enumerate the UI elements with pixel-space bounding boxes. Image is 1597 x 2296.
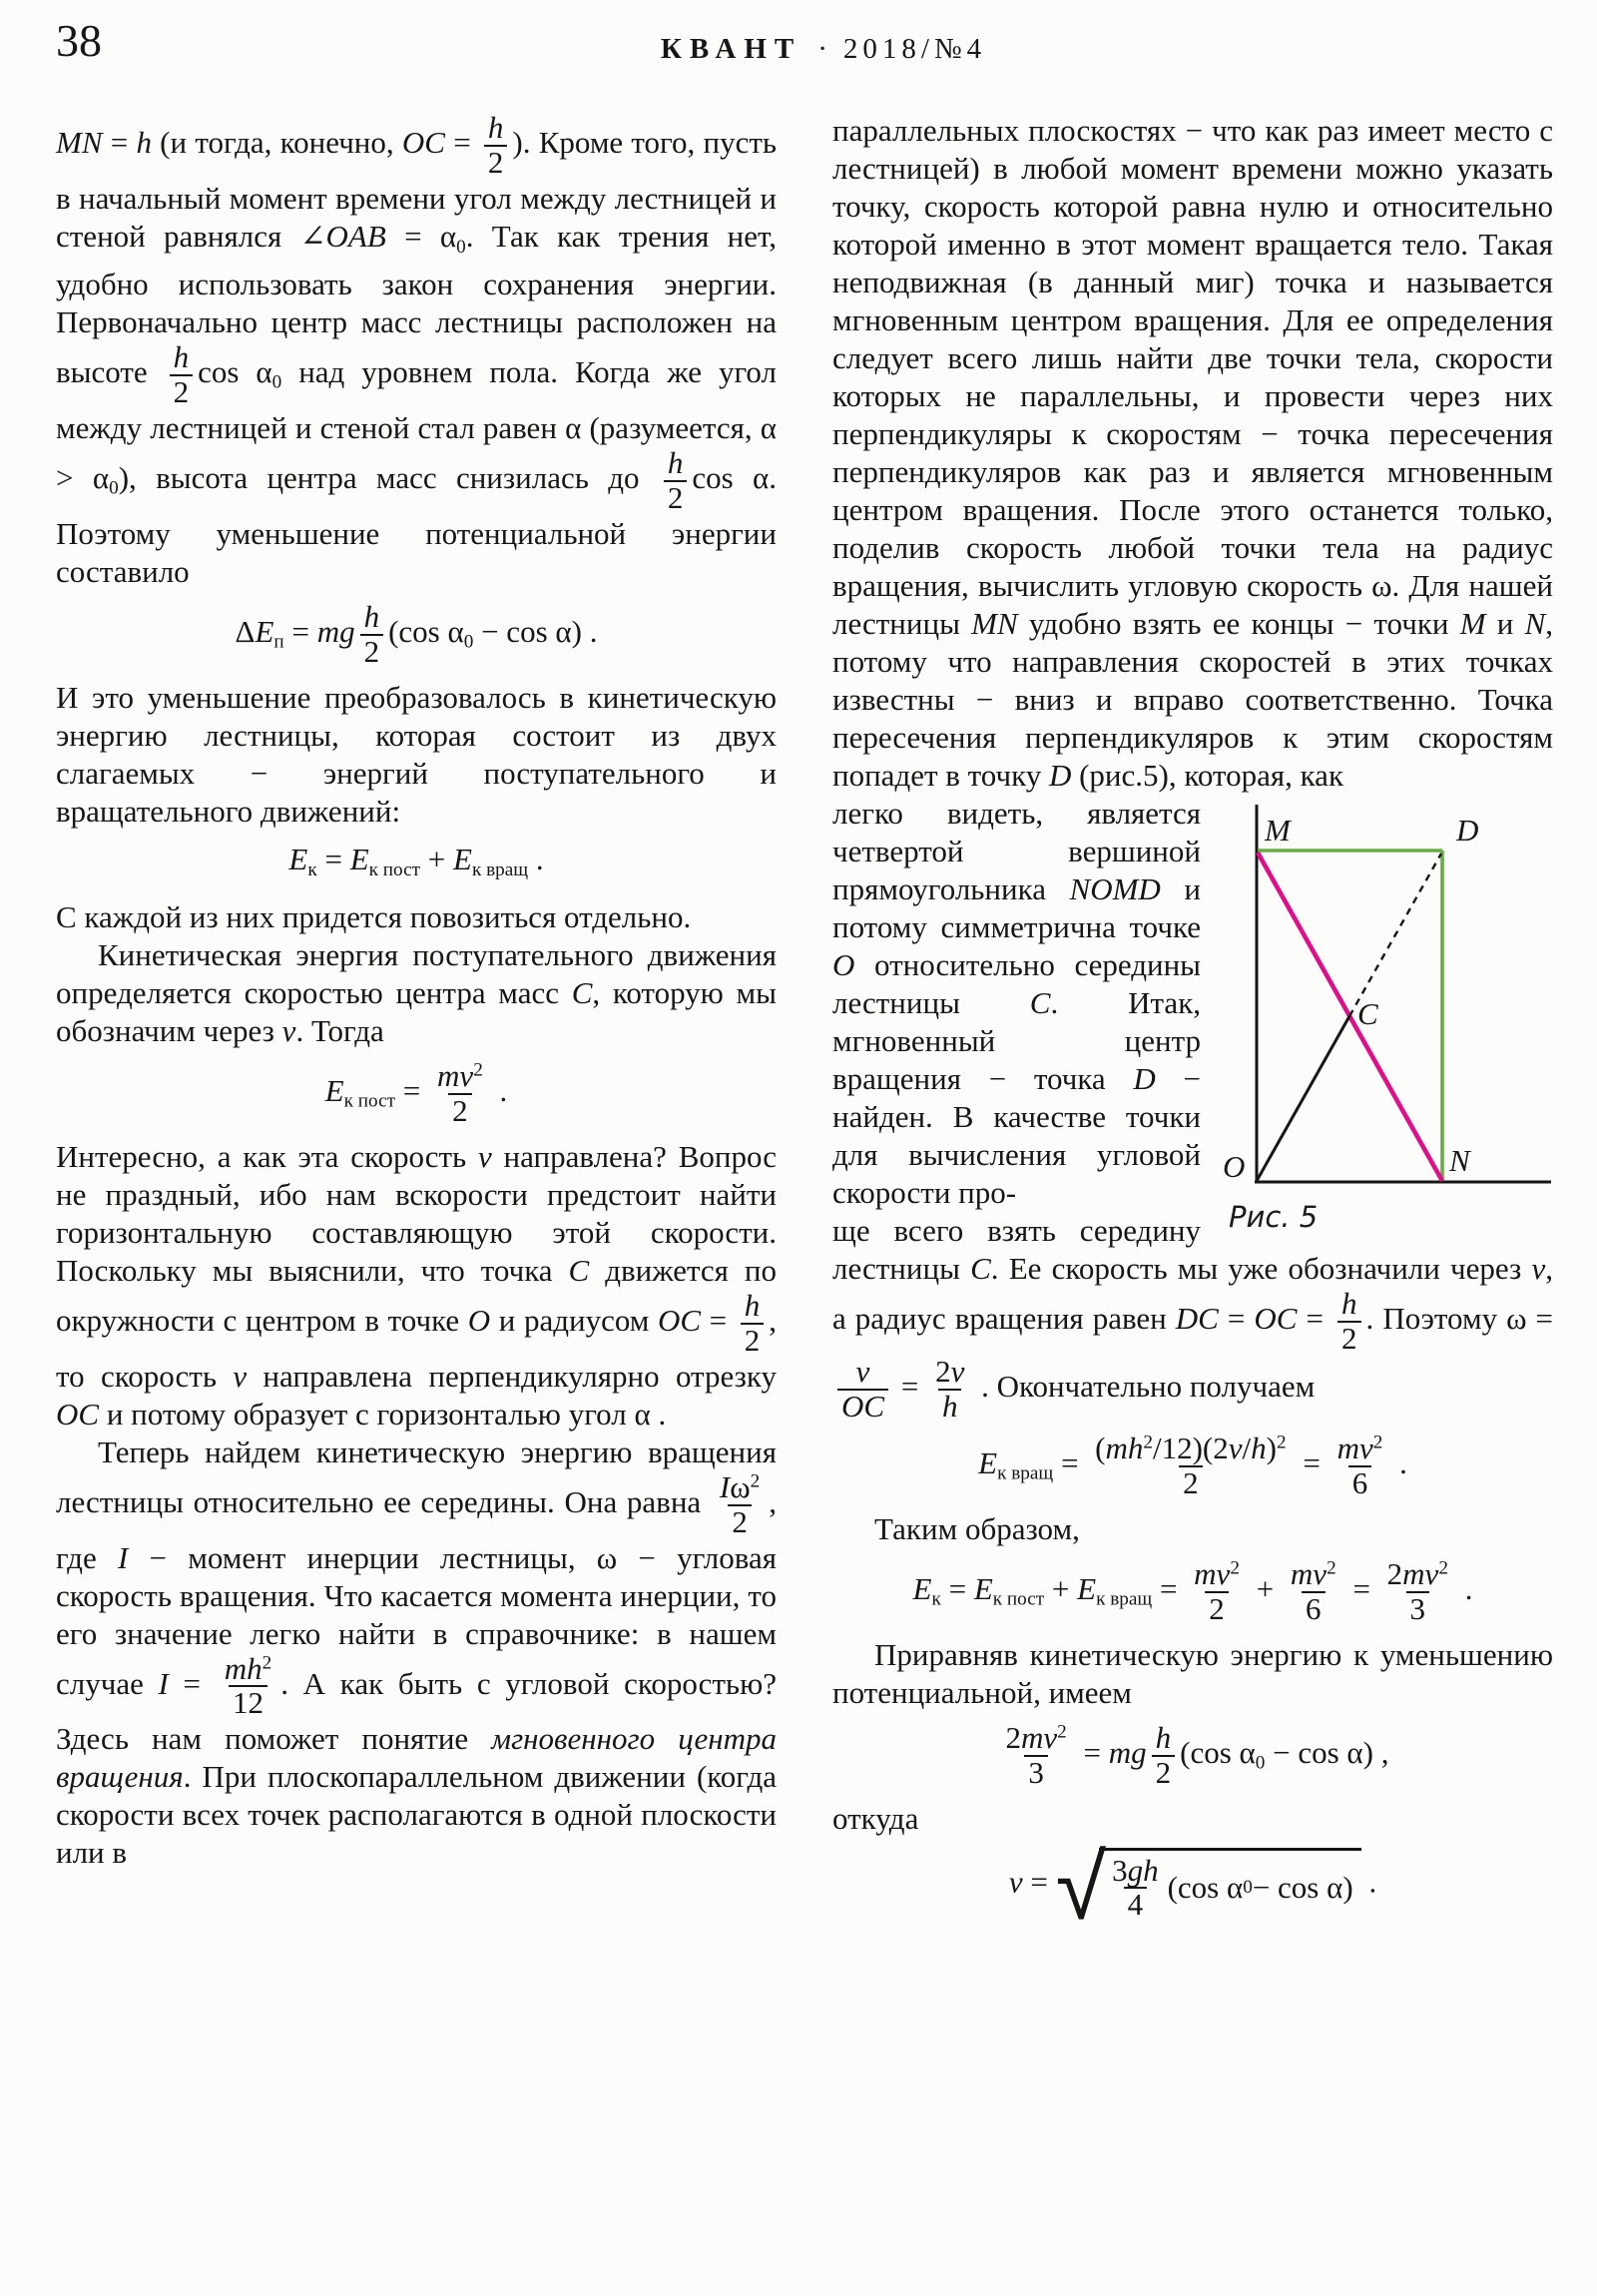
formula-kinetic-sum: Eк = Eк пост + Eк вращ . xyxy=(288,841,544,880)
paragraph: Таким образом, xyxy=(874,1511,1080,1547)
figure-caption: Рис. 5 xyxy=(1229,1200,1319,1234)
formula-energy-balance: $\frac{2mv^2}{3}$ = mg $\frac{h}{2}$ (cos α0 − cos α) , xyxy=(1005,1719,1389,1790)
cd-dashed-line xyxy=(1349,854,1441,1016)
page-header xyxy=(0,0,1597,70)
journal-name: КВАНТ xyxy=(660,33,802,65)
paragraph: Теперь найдем кинетическую энергию вращения лестницы относительно ее середины. Она равна $\frac{I\omega^2}{2}$ , где I − момент инерции лестницы, ω − угловая скорость вращения. Что касается момента инерции, то его значение легко найти в справочнике: в нашем случае I = $\frac{mh^2}{12}$ . А как быть с угловой скоростью? Здесь нам поможет понятие мгновенного центра вращения. При плоскопараллельном движении (когда скорости всех точек располагаются в одной плоскости или в xyxy=(56,1434,778,1871)
paragraph: ще всего взять середину лестницы C. Ее скорость мы уже обозначили через v, а радиус вращения равен DC = OC = $\frac{h}{2}$ . Поэтому ω = $\frac{v}{OC}$ = $\frac{2v}{h}$ . Окончательно получаем xyxy=(832,1213,1554,1424)
ladder-diagram xyxy=(1219,801,1553,1192)
paragraph: И это уменьшение преобразовалось в кинетическую энергию лестницы, которая состоит из двух слагаемых − энергий поступательного и вращательного движений: xyxy=(56,679,777,829)
paragraph: откуда xyxy=(832,1800,919,1836)
formula-potential-energy-loss: ΔEп = mg $\frac{h}{2}$ (cos α0 − cos α) . xyxy=(235,598,598,669)
title-separator: · xyxy=(817,33,827,65)
paragraph: MN = h (и тогда, конечно, OC = $\frac{h}{2}$ ). Кроме того, пусть в начальный момент времени угол между лестницей и стеной равнялся ∠OAB = α0. Так как трения нет, удобно использовать закон сохранения энергии. Первоначально центр масс лестницы расположен на высоте $\frac{h}{2}$ cos α0 над уровнем пола. Когда же угол между лестницей и стеной стал равен α (разумеется, α > α0), высота центра масс снизилась до $\frac{h}{2}$ cos α. Поэтому уменьшение потенциальной энергии составило xyxy=(56,110,778,589)
paragraph: Приравняв кинетическую энергию к уменьшению потенциальной, имеем xyxy=(832,1636,1553,1710)
paragraph-beside-figure: легко видеть, является четвертой вершиной прямоугольника NOMD и потому симметрична точке O относительно середины лестницы C. Итак, мгновенный центр вращения − точка D − найден. В качестве точки для вычисления угловой скорости про- xyxy=(832,796,1202,1210)
paragraph: параллельных плоскостях − что как раз имеет место с лестницей) в любой момент времени можно указать точку, скорость которой равна нулю и относительно которой именно в этот момент вращается тело. Такая неподвижная (в данный миг) точка и называется мгновенным центром вращения. Для ее определения следует всего лишь найти две точки тела, скорости которых не параллельны, и провести через них перпендикуляры к скоростям − точка пересечения перпендикуляров как раз и является мгновенным центром вращения. После этого останется только, поделив скорость любой точки тела на радиус вращения, вычислить угловую скорость ω. Для нашей лестницы MN удобно взять ее концы − точки M и N, потому что направления скоростей в этих точках известны − вниз и вправо соответственно. Точка пересечения перпендикуляров к этим скоростям попадет в точку D (рис.5), которая, как xyxy=(832,113,1554,793)
right-column xyxy=(832,112,1554,1941)
page-body xyxy=(0,70,1597,1941)
point-label-m: M xyxy=(1265,813,1291,848)
formula-kinetic-translational: Eк пост = $\frac{mv^2}{2}$ . xyxy=(324,1058,508,1129)
point-label-o: O xyxy=(1223,1149,1246,1184)
point-label-d: D xyxy=(1456,813,1479,848)
journal-title xyxy=(661,30,986,68)
figure-5 xyxy=(1219,801,1553,1236)
issue-number: 2018/№4 xyxy=(842,33,987,65)
formula-kinetic-rotational: Eк вращ = $\frac{(mh^2/12)(2v/h)^2}{2}$ = $\frac{mv^2}{6}$ . xyxy=(978,1431,1407,1501)
paragraph: С каждой из них придется повозиться отдельно. xyxy=(56,899,692,935)
point-label-n: N xyxy=(1449,1143,1470,1178)
paragraph: Кинетическая энергия поступательного движения определяется скоростью центра масс C, которую мы обозначим через v. Тогда xyxy=(56,937,777,1049)
page-number: 38 xyxy=(56,15,102,66)
left-column xyxy=(56,112,777,1932)
oc-radius-line xyxy=(1257,1016,1349,1181)
formula-kinetic-total: Eк = Eк пост + Eк вращ = $\frac{mv^2}{2}$ + $\frac{mv^2}{6}$ = $\frac{2mv^2}{3}$ . xyxy=(912,1556,1473,1627)
formula-velocity-result: v = √ $\frac{3gh}{4}$ (cos α 0 − cos α) . xyxy=(1008,1833,1377,1941)
point-label-c: C xyxy=(1357,996,1378,1031)
paragraph: Интересно, а как эта скорость v направлена? Вопрос не праздный, ибо нам вскорости предстоит найти горизонтальную составляющую этой скорости. Поскольку мы выяснили, что точка C движется по окружности с центром в точке O и радиусом OC = $\frac{h}{2}$ , то скорость v направлена перпендикулярно отрезку OC и потому образует с горизонталью угол α . xyxy=(56,1139,778,1432)
